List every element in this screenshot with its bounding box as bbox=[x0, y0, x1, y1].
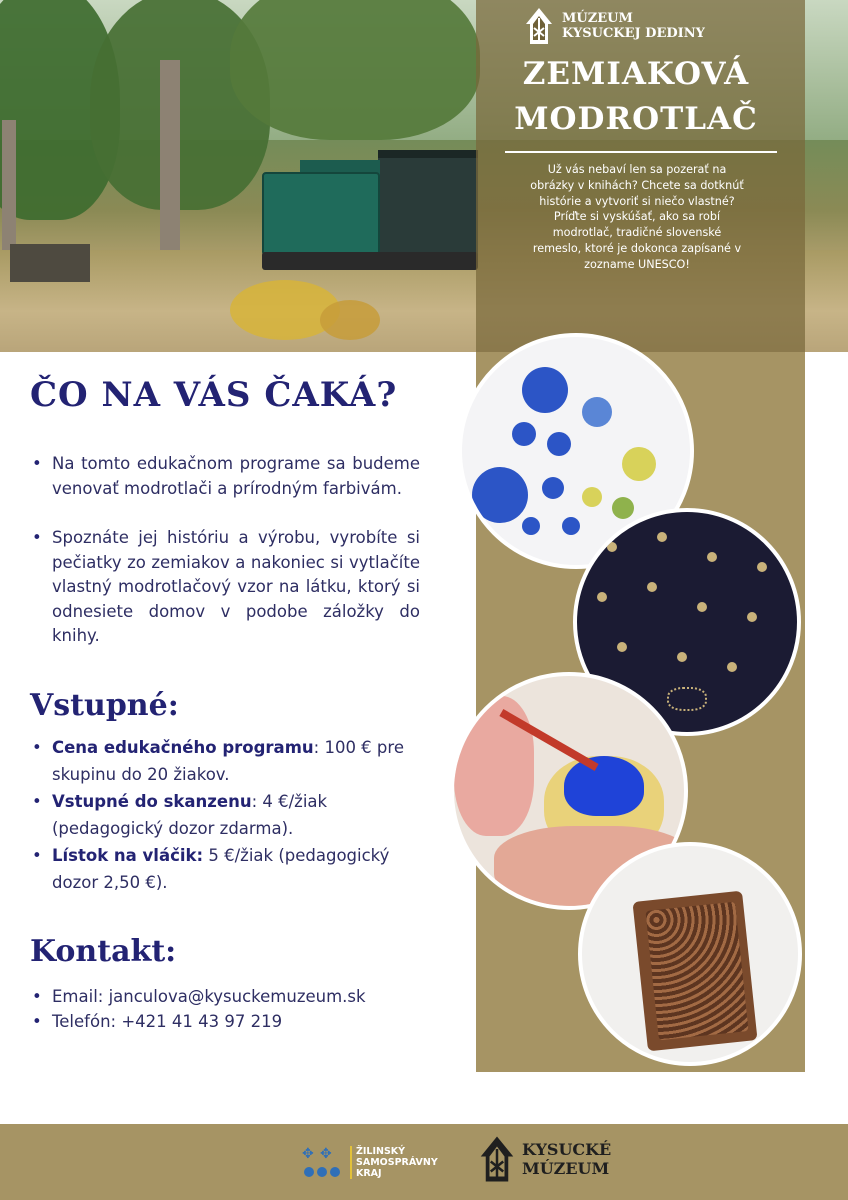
admission-list bbox=[30, 734, 430, 896]
kysucke-muzeum-logo bbox=[478, 1134, 611, 1184]
list-item bbox=[30, 842, 430, 896]
blue-stamp bbox=[522, 367, 568, 413]
train-wheels bbox=[262, 252, 478, 270]
svg-text:✥: ✥ bbox=[302, 1146, 314, 1162]
admission-heading: Vstupné: bbox=[30, 688, 179, 723]
fabric-pattern bbox=[647, 582, 657, 592]
blue-heart bbox=[564, 756, 644, 816]
title-line2: MODROTLAČ bbox=[514, 101, 758, 137]
region-name-line3: KRAJ bbox=[356, 1167, 382, 1179]
page-title bbox=[486, 52, 786, 142]
contact-heading: Kontakt: bbox=[30, 934, 177, 969]
program-list bbox=[30, 452, 420, 649]
museum-footer-line1: KYSUCKÉ bbox=[522, 1140, 612, 1159]
fabric-pattern bbox=[667, 687, 707, 711]
train-wagon bbox=[378, 150, 478, 260]
list-item bbox=[30, 734, 430, 788]
list-item: • Na tomto edukačnom programe sa budeme venovať modrotlači a prírodným farbivám. bbox=[30, 452, 420, 501]
price-text: : 100 € pre skupinu do 20 žiakov. bbox=[52, 738, 404, 784]
region-name-line1: ŽILINSKÝ bbox=[356, 1145, 406, 1157]
price-text: 5 €/žiak (pedagogický dozor 2,50 €). bbox=[52, 846, 390, 892]
hand bbox=[454, 696, 534, 836]
title-line1: ZEMIAKOVÁ bbox=[522, 56, 750, 92]
blue-stamp bbox=[512, 422, 536, 446]
fabric-pattern bbox=[617, 642, 627, 652]
museum-logo-icon bbox=[524, 6, 554, 46]
title-divider bbox=[505, 151, 777, 153]
fabric-pattern bbox=[657, 532, 667, 542]
kysucke-muzeum-logo-icon bbox=[478, 1134, 516, 1184]
log-pile bbox=[10, 244, 90, 282]
blue-stamp bbox=[582, 397, 612, 427]
yellow-stamp bbox=[622, 447, 656, 481]
green-stamp bbox=[612, 497, 634, 519]
blue-stamp bbox=[562, 517, 580, 535]
yellow-bush bbox=[320, 300, 380, 340]
contact-list bbox=[30, 984, 420, 1034]
phone-link[interactable]: • Telefón: +421 41 43 97 219 bbox=[30, 1009, 420, 1034]
list-item bbox=[30, 788, 430, 842]
price-label: Cena edukačného programu bbox=[52, 738, 314, 757]
museum-name-line1: MÚZEUM bbox=[562, 11, 633, 26]
tree bbox=[230, 0, 480, 140]
blue-stamp bbox=[542, 477, 564, 499]
svg-text:✥: ✥ bbox=[320, 1146, 332, 1162]
email-link[interactable]: • Email: janculova@kysuckemuzeum.sk bbox=[30, 984, 420, 1009]
fabric-pattern bbox=[677, 652, 687, 662]
zilina-region-logo-icon bbox=[300, 1142, 344, 1182]
museum-logo bbox=[524, 6, 705, 46]
zilina-region-logo bbox=[300, 1142, 438, 1182]
fabric-pattern bbox=[707, 552, 717, 562]
list-item: • Spoznáte jej históriu a výrobu, vyrobíte si pečiatky zo zemiakov a nakoniec si vytlačíte vlastný modrotlačový vzor na látku, ktorý si odnesiete domov v podobe záložky do knihy. bbox=[30, 526, 420, 649]
fabric-pattern bbox=[757, 562, 767, 572]
yellow-stamp bbox=[582, 487, 602, 507]
price-label: Lístok na vláčik: bbox=[52, 846, 204, 865]
fabric-pattern bbox=[727, 662, 737, 672]
blue-stamp bbox=[547, 432, 571, 456]
stamp-pattern bbox=[645, 902, 748, 1041]
museum-footer-line2: MÚZEUM bbox=[522, 1159, 610, 1178]
price-text: : 4 €/žiak (pedagogický dozor zdarma). bbox=[52, 792, 328, 838]
locomotive bbox=[262, 172, 380, 256]
fabric-pattern bbox=[697, 602, 707, 612]
price-label: Vstupné do skanzenu bbox=[52, 792, 252, 811]
what-heading: ČO NA VÁS ČAKÁ? bbox=[30, 375, 398, 415]
fabric-pattern bbox=[607, 542, 617, 552]
wooden-stamp-photo bbox=[578, 842, 802, 1066]
fabric-pattern bbox=[747, 612, 757, 622]
museum-name-line2: KYSUCKEJ DEDINY bbox=[562, 26, 705, 41]
intro-text: Už vás nebaví len sa pozerať na obrázky v knihách? Chcete sa dotknúť histórie a vytvoriť si niečo vlastné? Príďte si vyskúšať, ako sa robí modrotlač, tradičné slovenské remeslo, ktoré je dokonca zapísané v zozname UNESCO! bbox=[530, 163, 744, 271]
blue-stamp bbox=[472, 467, 528, 523]
region-name-line2: SAMOSPRÁVNY bbox=[356, 1156, 438, 1168]
blue-stamp bbox=[522, 517, 540, 535]
fabric-pattern bbox=[597, 592, 607, 602]
